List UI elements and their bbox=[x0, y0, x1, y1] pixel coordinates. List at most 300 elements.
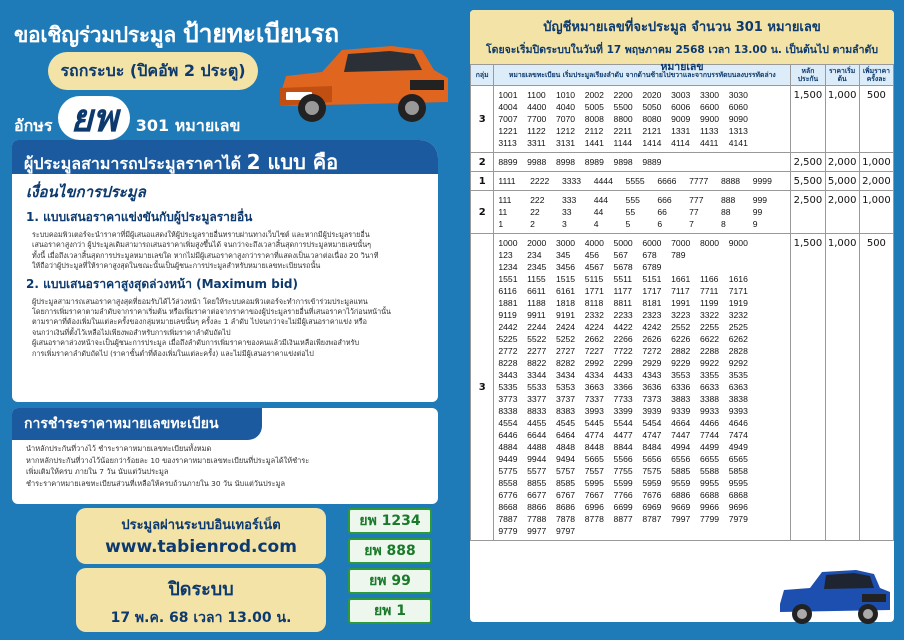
plate-number: 3883 bbox=[671, 394, 691, 404]
plate-number: 6677 bbox=[527, 490, 547, 500]
plate-number bbox=[729, 156, 758, 168]
plate-number: 5445 bbox=[584, 418, 604, 428]
plate-number: 1616 bbox=[728, 274, 748, 284]
plate-number bbox=[758, 137, 787, 149]
plate-number: 7667 bbox=[584, 490, 604, 500]
plate-number bbox=[585, 525, 614, 537]
plate-number: 9595 bbox=[728, 478, 748, 488]
plate-number: 8282 bbox=[555, 358, 576, 368]
numbers-grid bbox=[498, 237, 786, 537]
plate-number: 4224 bbox=[584, 322, 604, 332]
plate-number bbox=[758, 309, 787, 321]
plate-number: 7000 bbox=[671, 238, 691, 248]
numbers-cell bbox=[494, 153, 791, 172]
plate-number: 345 bbox=[555, 250, 571, 260]
plate-number bbox=[758, 417, 787, 429]
plate-number: 7878 bbox=[555, 514, 576, 524]
plate-number: 2255 bbox=[699, 322, 720, 332]
plate-number bbox=[758, 477, 787, 489]
plate-number: 7373 bbox=[642, 394, 662, 404]
plate-number bbox=[758, 429, 787, 441]
deposit-cell: 1,500 bbox=[791, 234, 825, 541]
plate-number bbox=[758, 525, 787, 537]
plate-number: 9797 bbox=[555, 526, 576, 536]
col-start: ราคาเริ่มต้น bbox=[825, 65, 859, 86]
plate-number: 1221 bbox=[498, 126, 518, 136]
plate-number: 888 bbox=[720, 195, 736, 205]
plate-number: 444 bbox=[593, 195, 609, 205]
plate-number: 6262 bbox=[728, 334, 748, 344]
numbers-cell bbox=[494, 86, 791, 153]
plate-number: 1919 bbox=[728, 298, 748, 308]
plate-number: 7337 bbox=[584, 394, 604, 404]
plate-number: 5050 bbox=[642, 102, 662, 112]
way2-line: การเพิ่มราคาลำดับถัดไป (ราคาขั้นต่ำที่ต้องเพิ่มในแต่ละครั้ง) และไม่มีผู้เสนอราคาแข่งต่อไป bbox=[32, 348, 314, 358]
plate-number: 9779 bbox=[498, 526, 518, 536]
plate-number: 3366 bbox=[613, 382, 633, 392]
plate-number: 22 bbox=[530, 207, 540, 217]
plate-number: 2662 bbox=[584, 334, 604, 344]
plate-number: 2000 bbox=[527, 238, 547, 248]
numbers-grid bbox=[498, 156, 786, 168]
plate-number: 777 bbox=[689, 195, 704, 205]
plate-number: 3223 bbox=[671, 310, 691, 320]
plate-number: 9898 bbox=[613, 157, 633, 167]
plate-number bbox=[758, 345, 787, 357]
plate-number: 8558 bbox=[498, 478, 518, 488]
plate-number: 4949 bbox=[728, 442, 748, 452]
way2-line: ผู้เสนอราคาล่วงหน้าจะเป็นผู้ชนะการประมูล เมื่อถึงลำดับการเพิ่มราคาของคนแล้วมีเงินเหลือเพียงพอสำหรับ bbox=[32, 338, 360, 348]
way1-line: ทั้งนี้ เมื่อถึงเวลาสิ้นสุดการประมูลหมายเลขใด หากไม่มีผู้เสนอราคาสูงกว่าราคาที่แสดงเป็นเวลาต่อเนื่อง 20 วินาที bbox=[32, 250, 379, 260]
plate-number: 2552 bbox=[671, 322, 691, 332]
way2-title: 2. แบบเสนอราคาสูงสุดล่วงหน้า (Maximum bid) bbox=[26, 276, 299, 291]
online-box bbox=[76, 508, 326, 564]
plate-number: 3 bbox=[561, 219, 567, 229]
plate-number: 8668 bbox=[498, 502, 518, 512]
plate-letters: ยพ bbox=[58, 96, 129, 140]
plate-number: 9000 bbox=[728, 238, 748, 248]
plate-number: 4848 bbox=[555, 442, 576, 452]
plate-number: 4444 bbox=[593, 176, 613, 186]
plate-number: 8 bbox=[720, 219, 726, 229]
close-box bbox=[76, 568, 326, 632]
plate-number: 333 bbox=[561, 195, 577, 205]
payment-title: การชำระราคาหมายเลขทะเบียน bbox=[12, 408, 262, 440]
plate-number: 2299 bbox=[613, 358, 633, 368]
plate-number: 8448 bbox=[584, 442, 604, 452]
website-link[interactable]: www.tabienrod.com bbox=[105, 537, 297, 557]
plate-number: 7700 bbox=[527, 114, 547, 124]
step-cell: 500 bbox=[859, 86, 893, 153]
numbers-cell bbox=[494, 191, 791, 234]
plate-number: 2345 bbox=[527, 262, 547, 272]
plate-number: 8844 bbox=[613, 442, 633, 452]
plate-number: 2442 bbox=[498, 322, 518, 332]
plate-number bbox=[758, 125, 787, 137]
start-cell: 5,000 bbox=[825, 172, 859, 191]
plate-number: 1515 bbox=[555, 274, 576, 284]
plate-number: 1881 bbox=[498, 298, 518, 308]
plate-number: 2772 bbox=[498, 346, 518, 356]
plate-number: 567 bbox=[613, 250, 628, 260]
plate-number: 5544 bbox=[613, 418, 633, 428]
online-label: ประมูลผ่านระบบอินเทอร์เน็ต bbox=[121, 518, 281, 533]
plate-number: 7 bbox=[689, 219, 694, 229]
plate-number: 7887 bbox=[498, 514, 518, 524]
plate-number: 4994 bbox=[671, 442, 691, 452]
plate-number: 4343 bbox=[642, 370, 662, 380]
plate-number: 6 bbox=[657, 219, 663, 229]
plate-number bbox=[758, 101, 787, 113]
payment-line: เพิ่มเติมให้ครบ ภายใน 7 วัน นับแต่วันประมูล bbox=[26, 467, 169, 476]
plate-number: 55 bbox=[625, 207, 636, 217]
plate-number: 5775 bbox=[498, 466, 518, 476]
plate-number: 8998 bbox=[555, 157, 576, 167]
payment-line: หากหลักประกันที่วางไว้น้อยกว่าร้อยละ 10 ของราคาหมายเลขทะเบียนที่ประมูลได้ให้ชำระ bbox=[26, 455, 310, 465]
plate-number: 9559 bbox=[671, 478, 691, 488]
plate-number: 7979 bbox=[728, 514, 748, 524]
step-cell: 500 bbox=[859, 234, 893, 541]
plate-number: 6565 bbox=[728, 454, 748, 464]
plate-number: 8899 bbox=[498, 157, 518, 167]
plate-number: 999 bbox=[752, 195, 768, 205]
plate-number: 7272 bbox=[642, 346, 662, 356]
plate-number: 7777 bbox=[689, 176, 709, 186]
plate-number: 8585 bbox=[555, 478, 576, 488]
plate-number: 2 bbox=[530, 219, 535, 229]
payment-line: ชำระราคาหมายเลขทะเบียนส่วนที่เหลือให้ครบถ้วนภายใน 30 วัน นับแต่วันประมูล bbox=[26, 478, 286, 488]
plate-number: 1122 bbox=[527, 126, 546, 136]
plate-number: 7171 bbox=[728, 286, 748, 296]
plate-number: 5500 bbox=[613, 102, 633, 112]
table-row bbox=[471, 153, 894, 172]
plate-number: 99 bbox=[752, 207, 763, 217]
plate-number: 2882 bbox=[671, 346, 691, 356]
plate-number: 2992 bbox=[584, 358, 604, 368]
plate-number: 7070 bbox=[555, 114, 576, 124]
plate-number: 4499 bbox=[699, 442, 720, 452]
plate-number: 1331 bbox=[671, 126, 691, 136]
plate-number: 2828 bbox=[728, 346, 748, 356]
way1-text bbox=[12, 229, 438, 273]
deposit-cell: 1,500 bbox=[791, 86, 825, 153]
plate-number: 1000 bbox=[498, 238, 518, 248]
list-title: บัญชีหมายเลขที่จะประมูล จำนวน 301 หมายเลข bbox=[543, 20, 821, 35]
pickup-truck-image bbox=[272, 36, 452, 128]
plate-number: 8181 bbox=[642, 298, 662, 308]
plate-number: 7722 bbox=[613, 346, 633, 356]
sample-plate: ยพ 1 bbox=[348, 598, 432, 624]
way2-line: ตามราคาที่ต้องเพิ่มในแต่ละครั้งของกลุ่มหมายเลขนั้นๆ ครั้งละ 1 ลำดับ ไปจนกว่าจะไม่มีผู้เสนอราคาแข่ง หรือ bbox=[32, 317, 367, 327]
plate-number: 6633 bbox=[699, 382, 720, 392]
plate-number: 5566 bbox=[613, 454, 633, 464]
plate-number: 3355 bbox=[699, 370, 720, 380]
plate-number: 2727 bbox=[555, 346, 576, 356]
plate-number: 1010 bbox=[555, 90, 576, 100]
plate-number: 6644 bbox=[527, 430, 547, 440]
plate-number: 5858 bbox=[728, 466, 748, 476]
plate-number: 7997 bbox=[671, 514, 691, 524]
deposit-cell: 5,500 bbox=[791, 172, 825, 191]
plate-number bbox=[729, 525, 758, 537]
plate-number: 9999 bbox=[752, 176, 772, 186]
plate-number: 3333 bbox=[561, 176, 582, 186]
plate-number: 2277 bbox=[527, 346, 547, 356]
group-cell: 3 bbox=[471, 234, 494, 541]
plate-number: 2525 bbox=[728, 322, 748, 332]
plate-number: 3737 bbox=[555, 394, 576, 404]
plate-number: 456 bbox=[584, 250, 600, 260]
plate-number: 3377 bbox=[527, 394, 547, 404]
plate-number: 4646 bbox=[728, 418, 748, 428]
plate-number: 7733 bbox=[613, 394, 633, 404]
plate-number: 4242 bbox=[642, 322, 662, 332]
methods-header-text: ผู้ประมูลสามารถประมูลราคาได้ bbox=[24, 154, 242, 173]
plate-number: 1441 bbox=[584, 138, 604, 148]
plate-number: 7799 bbox=[699, 514, 720, 524]
way2-line: จนกว่าเงินที่ตั้งไว้เหลือไม่เพียงพอสำหรับการเพิ่มราคาลำดับถัดไป bbox=[32, 327, 231, 337]
plate-number: 2222 bbox=[530, 176, 550, 186]
plate-number: 4004 bbox=[498, 102, 518, 112]
plate-number: 4422 bbox=[613, 322, 633, 332]
plate-number: 6006 bbox=[671, 102, 691, 112]
plate-number: 9922 bbox=[699, 358, 720, 368]
plate-number bbox=[758, 393, 787, 405]
plate-number: 3131 bbox=[555, 138, 576, 148]
plate-count: 301 หมายเลข bbox=[135, 116, 241, 135]
plate-number: 5665 bbox=[584, 454, 604, 464]
plate-number: 3113 bbox=[498, 138, 517, 148]
plate-number: 1100 bbox=[527, 90, 546, 100]
way2-text bbox=[12, 296, 438, 360]
plate-number: 9449 bbox=[498, 454, 518, 464]
plate-number: 1155 bbox=[527, 274, 546, 284]
plate-number: 123 bbox=[498, 250, 513, 260]
number-list-panel bbox=[470, 10, 894, 622]
plate-number: 8787 bbox=[642, 514, 662, 524]
plate-number: 6868 bbox=[728, 490, 748, 500]
plate-number: 4747 bbox=[642, 430, 662, 440]
plate-number: 8811 bbox=[613, 298, 633, 308]
plate-number: 5555 bbox=[625, 176, 645, 186]
plate-number: 44 bbox=[593, 207, 604, 217]
plate-number: 77 bbox=[689, 207, 699, 217]
plate-number: 9229 bbox=[671, 358, 691, 368]
plate-number: 4455 bbox=[527, 418, 547, 428]
col-group: กลุ่ม bbox=[471, 65, 494, 86]
plate-number: 3399 bbox=[613, 406, 633, 416]
plate-number bbox=[758, 89, 787, 101]
list-header bbox=[470, 10, 894, 73]
close-time: 17 พ.ค. 68 เวลา 13.00 น. bbox=[110, 610, 292, 626]
plate-number bbox=[614, 525, 643, 537]
methods-header bbox=[12, 140, 438, 174]
plate-number: 2288 bbox=[699, 346, 720, 356]
plate-number bbox=[758, 321, 787, 333]
plate-number: 3939 bbox=[642, 406, 662, 416]
plate-number: 4884 bbox=[498, 442, 518, 452]
plate-number: 4774 bbox=[584, 430, 604, 440]
plate-number: 6969 bbox=[642, 502, 662, 512]
methods-header-count: 2 แบบ คือ bbox=[246, 150, 339, 174]
plate-number: 4411 bbox=[699, 138, 719, 148]
plate-number: 5533 bbox=[527, 382, 547, 392]
plate-number bbox=[758, 273, 787, 285]
col-deposit: หลักประกัน bbox=[791, 65, 825, 86]
plate-number: 9292 bbox=[728, 358, 748, 368]
plate-number: 3838 bbox=[728, 394, 748, 404]
group-cell: 1 bbox=[471, 172, 494, 191]
plate-number: 8484 bbox=[642, 442, 662, 452]
plate-number: 4000 bbox=[584, 238, 604, 248]
numbers-cell bbox=[494, 234, 791, 541]
plate-number: 555 bbox=[625, 195, 640, 205]
plate-number: 7788 bbox=[527, 514, 547, 524]
plate-number: 3663 bbox=[584, 382, 604, 392]
close-label: ปิดระบบ bbox=[168, 579, 234, 600]
plate-number: 5115 bbox=[584, 274, 604, 284]
step-cell: 2,000 bbox=[859, 172, 893, 191]
plate-number: 3030 bbox=[728, 90, 748, 100]
plate-number bbox=[671, 525, 700, 537]
plate-number: 9696 bbox=[728, 502, 748, 512]
plate-number: 6611 bbox=[527, 286, 546, 296]
plate-number: 5656 bbox=[642, 454, 662, 464]
plate-number: 3344 bbox=[527, 370, 547, 380]
plate-number: 4545 bbox=[555, 418, 576, 428]
plate-number: 88 bbox=[720, 207, 731, 217]
plate-number: 6556 bbox=[671, 454, 691, 464]
plate-number bbox=[758, 156, 787, 168]
plate-number: 4400 bbox=[527, 102, 547, 112]
number-table bbox=[470, 64, 894, 541]
plate-number: 1001 bbox=[498, 90, 518, 100]
plate-number: 8833 bbox=[527, 406, 547, 416]
way1-title: 1. แบบเสนอราคาแข่งขันกับผู้ประมูลรายอื่น bbox=[26, 210, 253, 224]
plate-number: 6666 bbox=[657, 176, 677, 186]
plate-number: 8778 bbox=[584, 514, 604, 524]
deposit-cell: 2,500 bbox=[791, 153, 825, 172]
plate-number: 2323 bbox=[642, 310, 662, 320]
list-subtitle: โดยจะเริ่มปิดระบบในวันที่ 17 พฤษภาคม 2568 เวลา 13.00 น. เป็นต้นไป ตามลำดับหมายเลข bbox=[485, 44, 878, 73]
plate-number: 3443 bbox=[498, 370, 518, 380]
plate-number: 8008 bbox=[584, 114, 604, 124]
plate-number: 1818 bbox=[555, 298, 576, 308]
plate-number: 7755 bbox=[613, 466, 633, 476]
plate-number: 678 bbox=[642, 250, 657, 260]
plate-number: 6161 bbox=[555, 286, 576, 296]
plate-number: 5225 bbox=[498, 334, 518, 344]
plate-number: 7744 bbox=[699, 430, 720, 440]
plate-number: 5335 bbox=[498, 382, 518, 392]
plate-number: 2112 bbox=[584, 126, 604, 136]
plate-number: 6363 bbox=[728, 382, 748, 392]
plate-number: 5588 bbox=[699, 466, 720, 476]
plate-number bbox=[758, 285, 787, 297]
plate-number: 4040 bbox=[555, 102, 576, 112]
plate-number: 222 bbox=[530, 195, 545, 205]
plate-number: 6116 bbox=[498, 286, 517, 296]
plate-number: 5678 bbox=[613, 262, 633, 272]
plate-number: 8686 bbox=[555, 502, 576, 512]
plate-number: 1177 bbox=[613, 286, 633, 296]
plate-number: 3456 bbox=[555, 262, 576, 272]
plate-number: 6699 bbox=[613, 502, 633, 512]
plate-number: 1188 bbox=[527, 298, 546, 308]
plate-number: 1414 bbox=[642, 138, 662, 148]
plate-number: 7117 bbox=[671, 286, 690, 296]
plate-number: 6464 bbox=[555, 430, 576, 440]
plate-number: 1 bbox=[498, 219, 504, 229]
plate-number: 8228 bbox=[498, 358, 518, 368]
plate-number: 6446 bbox=[498, 430, 518, 440]
plate-number: 2332 bbox=[584, 310, 604, 320]
plate-number: 8000 bbox=[699, 238, 720, 248]
plate-number bbox=[758, 357, 787, 369]
plate-number: 6776 bbox=[498, 490, 518, 500]
plate-number bbox=[758, 237, 787, 249]
plate-number: 1551 bbox=[498, 274, 518, 284]
plate-number bbox=[729, 261, 758, 273]
plate-number: 6000 bbox=[642, 238, 662, 248]
plate-number: 3000 bbox=[555, 238, 576, 248]
plate-number: 8855 bbox=[527, 478, 547, 488]
plate-number: 7676 bbox=[642, 490, 662, 500]
plate-number bbox=[700, 525, 729, 537]
plate-number: 7007 bbox=[498, 114, 518, 124]
plate-number: 8338 bbox=[498, 406, 518, 416]
plate-number: 6622 bbox=[699, 334, 720, 344]
step-cell: 1,000 bbox=[859, 153, 893, 172]
group-cell: 2 bbox=[471, 191, 494, 234]
plate-number: 9494 bbox=[555, 454, 576, 464]
plate-number: 1771 bbox=[584, 286, 604, 296]
plate-number bbox=[758, 261, 787, 273]
plate-number: 8822 bbox=[527, 358, 547, 368]
table-row bbox=[471, 86, 894, 153]
col-step: เพิ่มราคาครั้งละ bbox=[859, 65, 893, 86]
plate-number: 3636 bbox=[642, 382, 662, 392]
plate-number: 666 bbox=[657, 195, 672, 205]
plate-number: 5454 bbox=[642, 418, 662, 428]
plate-number bbox=[758, 381, 787, 393]
way2-line: โดยการเพิ่มราคาตามลำดับจากราคาเริ่มต้น หรือเพิ่มราคาต่อจากราคาของผู้ประมูลรายอื่นที่เสนอราคาไว้ก่อนหน้านั้น bbox=[32, 307, 391, 317]
plate-number bbox=[758, 249, 787, 261]
plate-number: 9669 bbox=[671, 502, 691, 512]
plate-number bbox=[758, 297, 787, 309]
plate-number: 1199 bbox=[699, 298, 719, 308]
conditions-title: เงื่อนไขการประมูล bbox=[26, 183, 146, 201]
plate-number: 5757 bbox=[555, 466, 576, 476]
start-cell: 1,000 bbox=[825, 234, 859, 541]
plate-number: 9988 bbox=[527, 157, 547, 167]
plate-number: 7474 bbox=[728, 430, 748, 440]
plate-number: 3773 bbox=[498, 394, 518, 404]
plate-number: 4334 bbox=[584, 370, 604, 380]
plate-number bbox=[758, 465, 787, 477]
payment-text bbox=[12, 440, 438, 492]
plate-number bbox=[758, 369, 787, 381]
start-cell: 2,000 bbox=[825, 153, 859, 172]
plate-number: 111 bbox=[498, 195, 512, 205]
plate-number: 6886 bbox=[671, 490, 691, 500]
table-row bbox=[471, 234, 894, 541]
plate-number: 9339 bbox=[671, 406, 691, 416]
plate-number: 2200 bbox=[613, 90, 633, 100]
plate-number: 9009 bbox=[671, 114, 691, 124]
group-cell: 2 bbox=[471, 153, 494, 172]
plate-number: 5000 bbox=[613, 238, 633, 248]
